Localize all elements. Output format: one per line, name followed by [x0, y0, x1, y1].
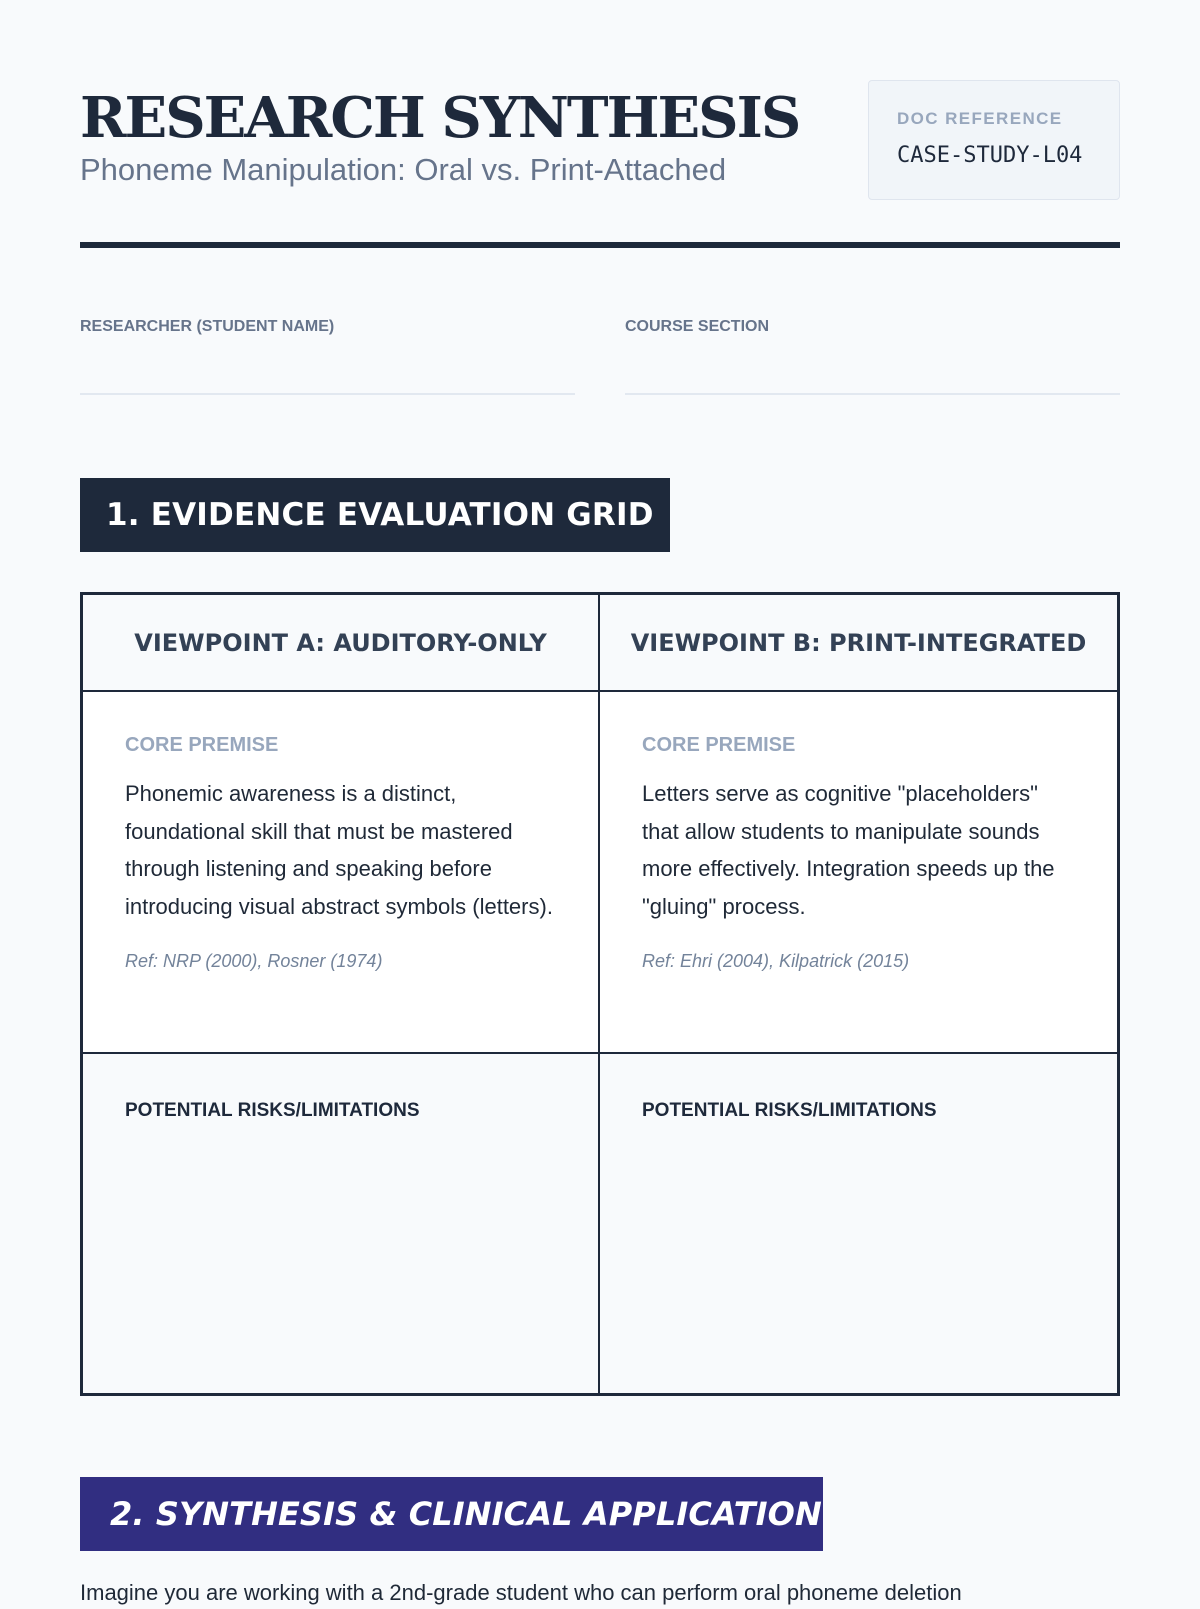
researcher-name-input-line[interactable]	[80, 393, 575, 395]
section-1-heading: 1. EVIDENCE EVALUATION GRID	[80, 478, 670, 552]
viewpoint-b-risks-cell[interactable]	[600, 1054, 1117, 1393]
evidence-evaluation-grid	[80, 592, 1120, 1396]
viewpoint-a-premise-label: CORE PREMISE	[125, 734, 279, 756]
researcher-name-field[interactable]	[80, 316, 575, 398]
doc-reference-label: DOC REFERENCE	[897, 109, 1063, 128]
viewpoint-b-premise-text: Letters serve as cognitive "placeholders" that allow students to manipulate sounds more effectively. Integration speeds up the "gluing" process.	[642, 781, 1055, 919]
page-subtitle: Phoneme Manipulation: Oral vs. Print-Attached	[80, 152, 727, 187]
viewpoint-a-premise-cell	[83, 692, 600, 1054]
doc-reference-card	[868, 80, 1120, 200]
viewpoint-b-premise-cell	[600, 692, 1117, 1054]
page-title: RESEARCH SYNTHESIS	[80, 85, 800, 151]
viewpoint-a-header: VIEWPOINT A: AUDITORY-ONLY	[83, 595, 600, 692]
researcher-name-label: RESEARCHER (STUDENT NAME)	[80, 318, 335, 335]
course-section-input-line[interactable]	[625, 393, 1120, 395]
viewpoint-a-risks-label: POTENTIAL RISKS/LIMITATIONS	[125, 1100, 420, 1121]
worksheet-page	[80, 0, 1120, 1605]
viewpoint-b-reference: Ref: Ehri (2004), Kilpatrick (2015)	[642, 951, 910, 971]
viewpoint-b-premise-label: CORE PREMISE	[642, 734, 796, 756]
header-divider	[80, 242, 1120, 248]
document-header	[80, 80, 1120, 250]
course-section-field[interactable]	[625, 316, 1120, 398]
viewpoint-b-header: VIEWPOINT B: PRINT-INTEGRATED	[600, 595, 1117, 692]
viewpoint-b-risks-label: POTENTIAL RISKS/LIMITATIONS	[642, 1100, 937, 1121]
section-2-heading: 2. SYNTHESIS & CLINICAL APPLICATION	[80, 1477, 823, 1551]
doc-reference-value: CASE-STUDY-L04	[897, 143, 1083, 168]
synthesis-prompt-text: Imagine you are working with a 2nd-grade student who can perform oral phoneme deletion	[80, 1580, 962, 1605]
course-section-label: COURSE SECTION	[625, 318, 770, 335]
viewpoint-a-reference: Ref: NRP (2000), Rosner (1974)	[125, 951, 383, 971]
viewpoint-a-risks-cell[interactable]	[83, 1054, 600, 1393]
viewpoint-a-premise-text: Phonemic awareness is a distinct, foundational skill that must be mastered through listening and speaking before introducing visual abstract symbols (letters).	[125, 781, 553, 919]
